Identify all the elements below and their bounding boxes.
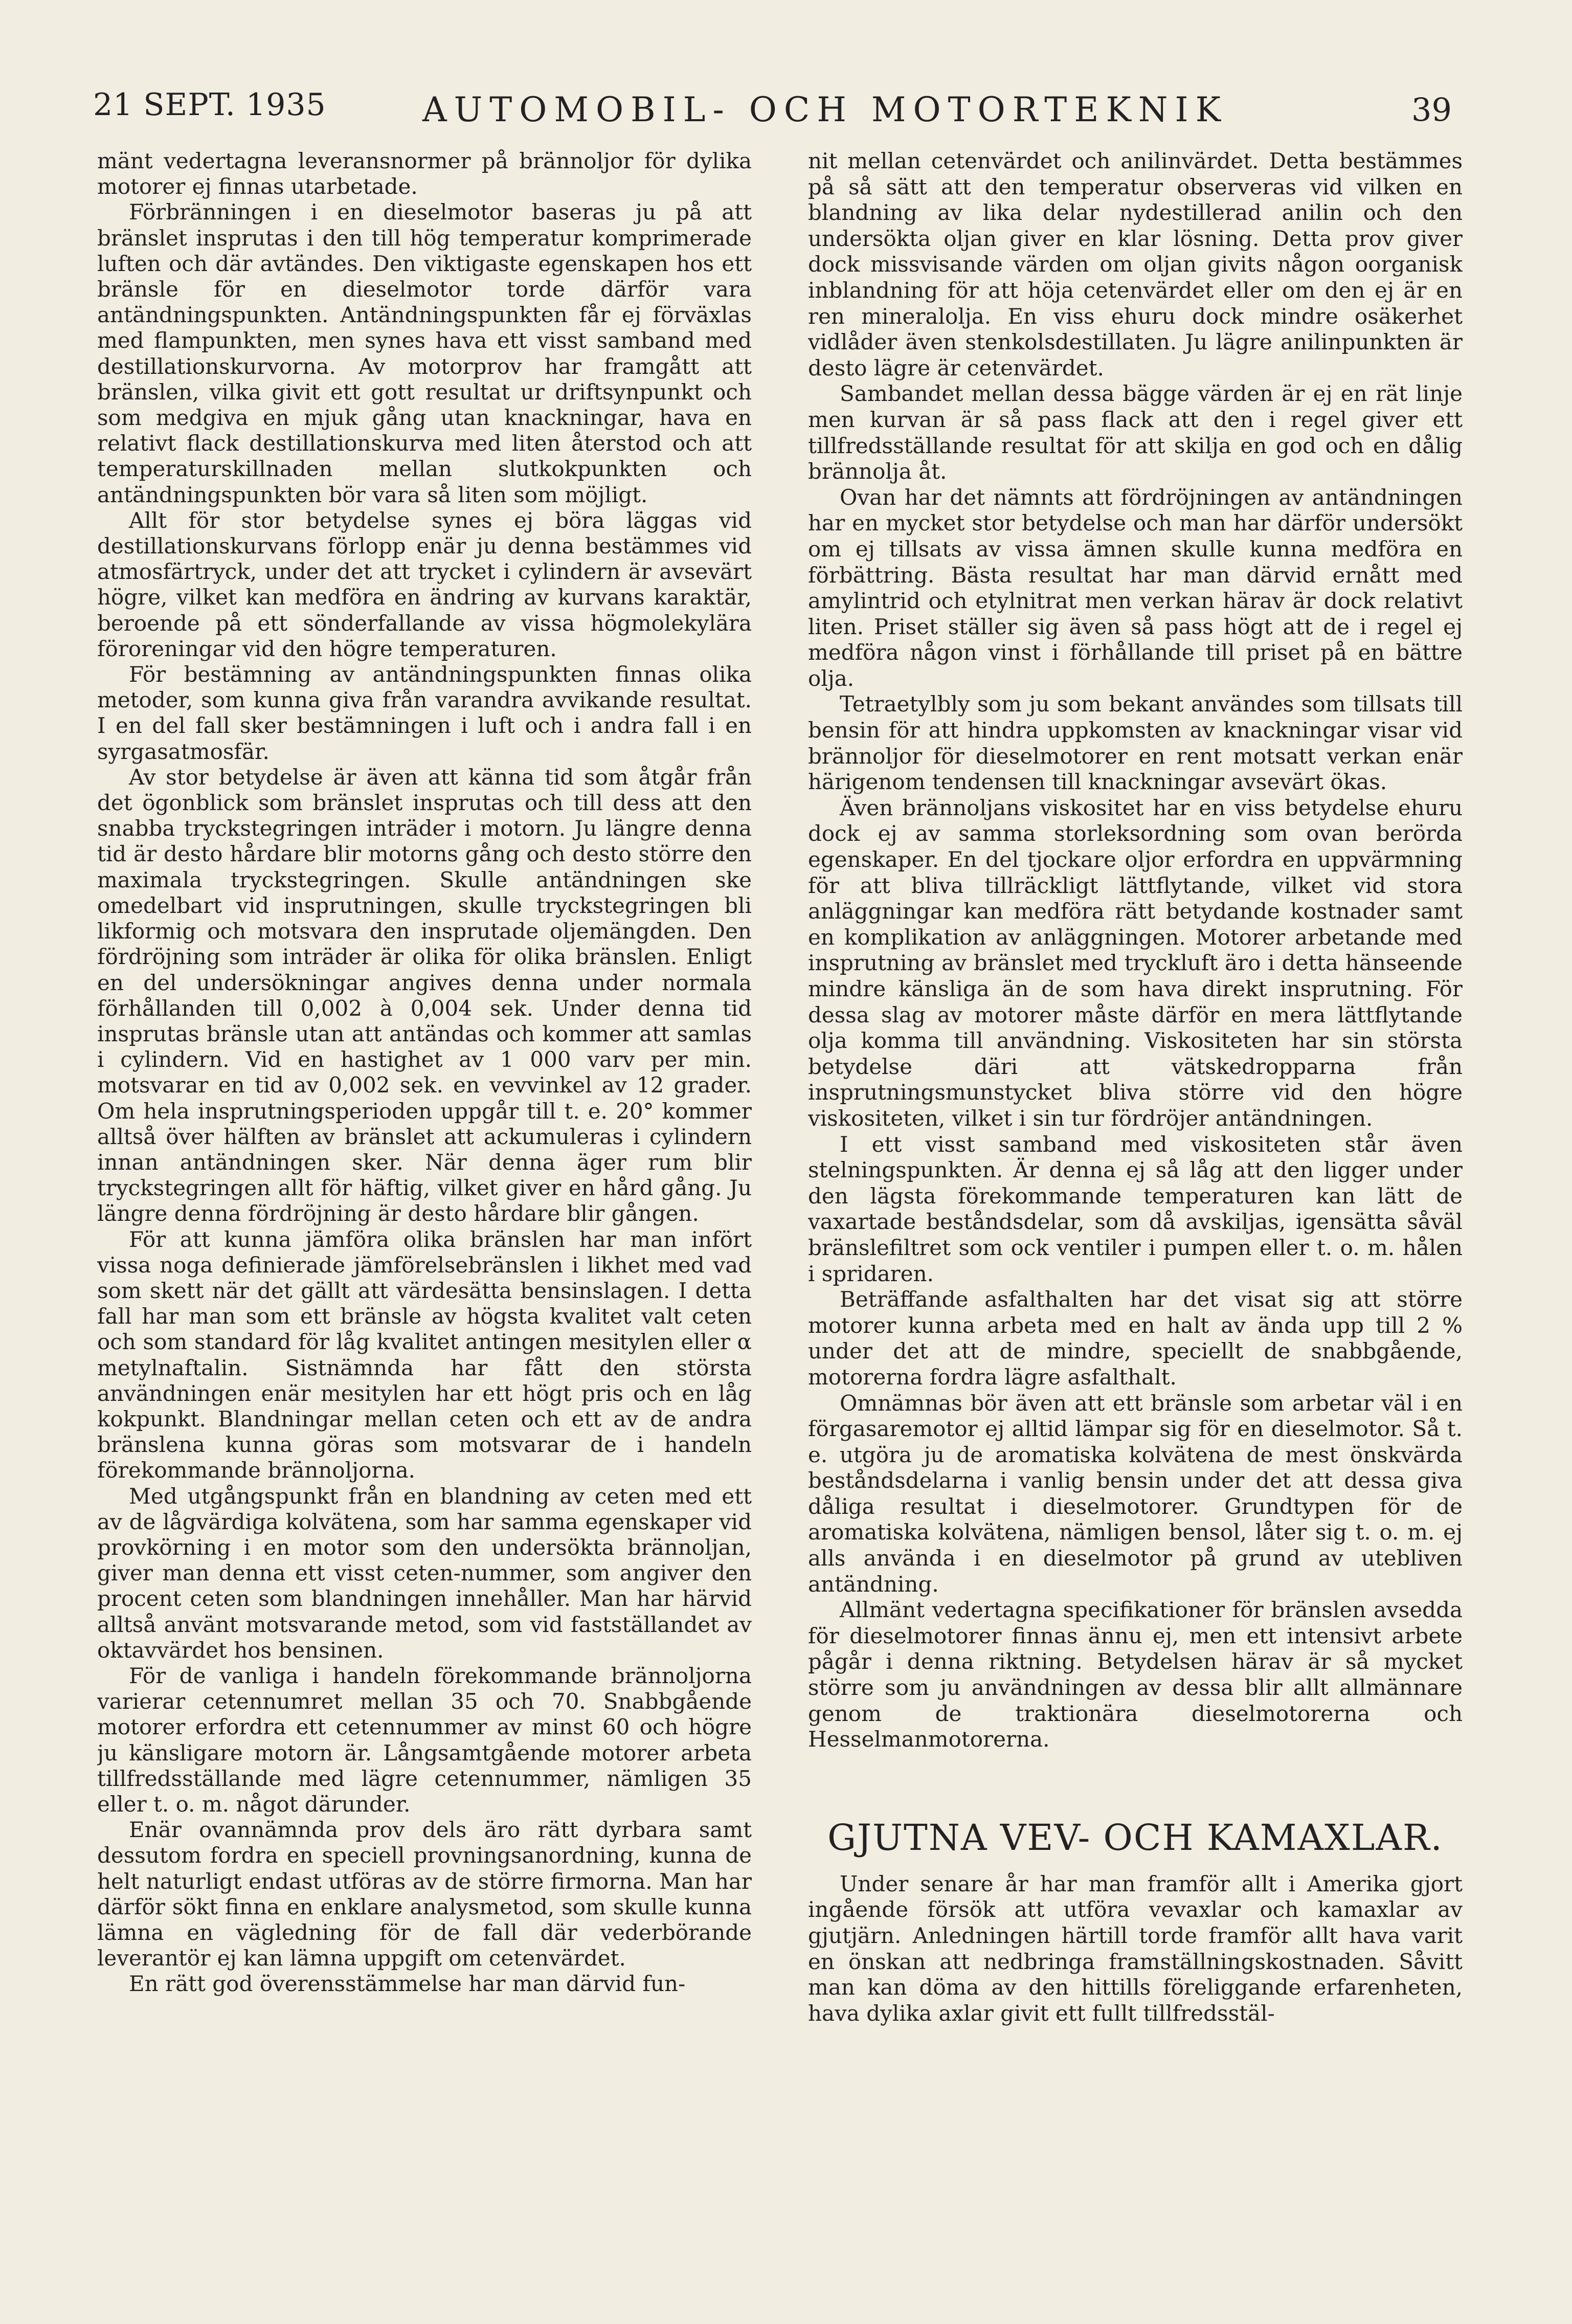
running-header [0, 87, 1572, 138]
paragraph: För att kunna jämföra olika bränslen har man infört vissa noga definierade jämförelsebränslen i likhet med vad som skett när det gällt att värdesätta bensinslagen. I detta fall har man som ett bränsle av högsta kvalitet valt ceten och som standard för låg kvalitet antingen mesitylen eller α metylnaftalin. Sistnämnda har fått den största användningen enär mesitylen har ett högt pris och en låg kokpunkt. Blandningar mellan ceten och ett av de andra bränslena kunna göras som motsvarar de i handeln förekommande brännoljorna. [97, 1226, 752, 1483]
paragraph: Allt för stor betydelse synes ej böra läggas vid destillationskurvans förlopp enär ju denna bestämmes vid atmosfärtryck, under det att trycket i cylindern är avsevärt högre, vilket kan medföra en ändring av kurvans karaktär, beroende på ett sönderfallande av vissa högmolekylära föroreningar vid den högre temperaturen. [97, 507, 752, 661]
paragraph: Under senare år har man framför allt i Amerika gjort ingående försök att utföra vevaxlar och kamaxlar av gjutjärn. Anledningen härtill torde framför allt hava varit en önskan att nedbringa framställningskostnaden. Såvitt man kan döma av den hittills föreliggande erfarenheten, hava dylika axlar givit ett fullt tillfredsstäl- [808, 1871, 1463, 2026]
page-number: 39 [1411, 91, 1452, 128]
paragraph: Allmänt vedertagna specifikationer för bränslen avsedda för dieselmotorer finnas ännu ej, men ett intensivt arbete pågår i denna riktning. Betydelsen härav är så mycket större som ju användningen av dessa blir allt allmännare genom de traktionära dieselmotorerna och Hesselmanmotorerna. [808, 1597, 1463, 1752]
journal-title: AUTOMOBIL- OCH MOTORTEKNIK [422, 90, 1228, 129]
paragraph: Ovan har det nämnts att fördröjningen av antändningen har en mycket stor betydelse och man har därför undersökt om ej tillsats av vissa ämnen skulle kunna medföra en förbättring. Bästa resultat har man därvid ernått med amylintrid och etylnitrat men verkan härav är dock relativt liten. Priset ställer sig även så pass högt att de i regel ej medföra någon vinst i förhållande till priset på en bättre olja. [808, 484, 1463, 691]
paragraph: Omnämnas bör även att ett bränsle som arbetar väl i en förgasaremotor ej alltid lämpar sig för en dieselmotor. Så t. e. utgöra ju de aromatiska kolvätena de mest önskvärda beståndsdelarna i vanlig bensin under det att dessa giva dåliga resultat i dieselmotorer. Grundtypen för de aromatiska kolvätena, nämligen bensol, låter sig t. o. m. ej alls använda i en dieselmotor på grund av utebliven antändning. [808, 1390, 1463, 1597]
paragraph: En rätt god överensstämmelse har man därvid fun- [129, 1971, 686, 1997]
paragraph: Enär ovannämnda prov dels äro rätt dyrbara samt dessutom fordra en speciell provningsanordning, kunna de helt naturligt endast utföras av de större firmorna. Man har därför sökt finna en enklare analysmetod, som skulle kunna lämna en vägledning för de fall där vederbörande leverantör ej kan lämna uppgift om cetenvärdet. [97, 1817, 752, 1971]
paragraph: nit mellan cetenvärdet och anilinvärdet. Detta bestämmes på så sätt att den temperatur observeras vid vilken en blandning av lika delar nydestillerad anilin och den undersökta oljan giver en klar lösning. Detta prov giver dock missvisande värden om oljan givits någon oorganisk inblandning för att höja cetenvärdet eller om den ej är en ren mineralolja. En viss ehuru dock mindre osäkerhet vidlåder även stenkolsdestillaten. Ju lägre anilinpunkten är desto lägre är cetenvärdet. [808, 148, 1463, 381]
article-heading: GJUTNA VEV- OCH KAMAXLAR. [827, 1816, 1443, 1859]
paragraph: I ett visst samband med viskositeten står även stelningspunkten. Är denna ej så låg att den ligger under den lägsta förekommande temperaturen kan lätt de vaxartade beståndsdelar, som då avskiljas, igensätta såväl bränslefiltret som ock ventiler i pumpen eller t. o. m. hålen i spridaren. [808, 1131, 1463, 1286]
issue-date: 21 SEPT. 1935 [93, 87, 326, 123]
paragraph: Beträffande asfalthalten har det visat sig att större motorer kunna arbeta med en halt av ända upp till 2 % under det att de mindre, speciellt de snabbgående, motorerna fordra lägre asfalthalt. [808, 1287, 1463, 1390]
paragraph: Med utgångspunkt från en blandning av ceten med ett av de lågvärdiga kolvätena, som har samma egenskaper vid provkörning i en motor som den undersökta brännoljan, giver man denna ett visst ceten-nummer, som angiver den procent ceten som blandningen innehåller. Man har härvid alltså använt motsvarande metod, som vid fastställandet av oktavvärdet hos bensinen. [97, 1483, 752, 1663]
paragraph: För de vanliga i handeln förekommande brännoljorna varierar cetennumret mellan 35 och 70. Snabbgående motorer erfordra ett cetennummer av minst 60 och högre ju känsligare motorn är. Långsamtgående motorer arbeta tillfredsställande med lägre cetennummer, nämligen 35 eller t. o. m. något därunder. [97, 1663, 752, 1817]
paragraph: Sambandet mellan dessa bägge värden är ej en rät linje men kurvan är så pass flack att den i regel giver ett tillfredsställande resultat för att skilja en god och en dålig brännolja åt. [808, 381, 1463, 484]
paragraph: Förbränningen i en dieselmotor baseras ju på att bränslet insprutas i den till hög temperatur komprimerade luften och där avtändes. Den viktigaste egenskapen hos ett bränsle för en dieselmotor torde därför vara antändningspunkten. Antändningspunkten får ej förväxlas med flampunkten, men synes hava ett visst samband med destillationskurvorna. Av motorprov har framgått att bränslen, vilka givit ett gott resultat ur driftsynpunkt och som medgiva en mjuk gång utan knackningar, hava en relativt flack destillationskurva med liten återstod och att temperaturskillnaden mellan slutkokpunkten och antändningspunkten bör vara så liten som möjligt. [97, 199, 752, 507]
paragraph: För bestämning av antändningspunkten finnas olika metoder, som kunna giva från varandra avvikande resultat. I en del fall sker bestämningen i luft och i andra fall i en syrgasatmosfär. [97, 662, 752, 764]
paragraph: Även brännoljans viskositet har en viss betydelse ehuru dock ej av samma storleksordning som ovan berörda egenskaper. En del tjockare oljor erfordra en uppvärmning för att bliva tillräckligt lättflytande, vilket vid stora anläggningar kan medföra rätt betydande kostnader samt en komplikation av anläggningen. Motorer arbetande med insprutning av bränslet med tryckluft äro i detta hänseende mindre känsliga än de som hava direkt insprutning. För dessa slag av motorer måste därför en mera lättflytande olja komma till användning. Viskositeten har sin största betydelse däri att vätskedropparna från insprutningsmunstycket bliva större vid den högre viskositeten, vilket i sin tur fördröjer antändningen. [808, 795, 1463, 1131]
paragraph: Tetraetylbly som ju som bekant användes som tillsats till bensin för att hindra uppkomsten av knackningar visar vid brännoljor för dieselmotorer en rent motsatt verkan enär härigenom tendensen till knackningar avsevärt ökas. [808, 691, 1463, 795]
left-column [97, 148, 752, 2296]
right-column [808, 148, 1463, 2296]
paragraph: Av stor betydelse är även att känna tid som åtgår från det ögonblick som bränslet insprutas och till dess att den snabba tryckstegringen inträder i motorn. Ju längre denna tid är desto hårdare blir motorns gång och desto större den maximala tryckstegringen. Skulle antändningen ske omedelbart vid insprutningen, skulle tryckstegringen bli likformig och motsvara den insprutade oljemängden. Den fördröjning som inträder är olika för olika bränslen. Enligt en del undersökningar angives denna under normala förhållanden till 0,002 à 0,004 sek. Under denna tid insprutas bränsle utan att antändas och kommer att samlas i cylindern. Vid en hastighet av 1 000 varv per min. motsvarar en tid av 0,002 sek. en vevvinkel av 12 grader. Om hela insprutningsperioden uppgår till t. e. 20° kommer alltså över hälften av bränslet att ackumuleras i cylindern innan antändningen sker. När denna äger rum blir tryckstegringen allt för häftig, vilket giver en hård gång. Ju längre denna fördröjning är desto hårdare blir gången. [97, 764, 752, 1226]
paragraph: mänt vedertagna leveransnormer på brännoljor för dylika motorer ej finnas utarbetade. [97, 148, 752, 199]
